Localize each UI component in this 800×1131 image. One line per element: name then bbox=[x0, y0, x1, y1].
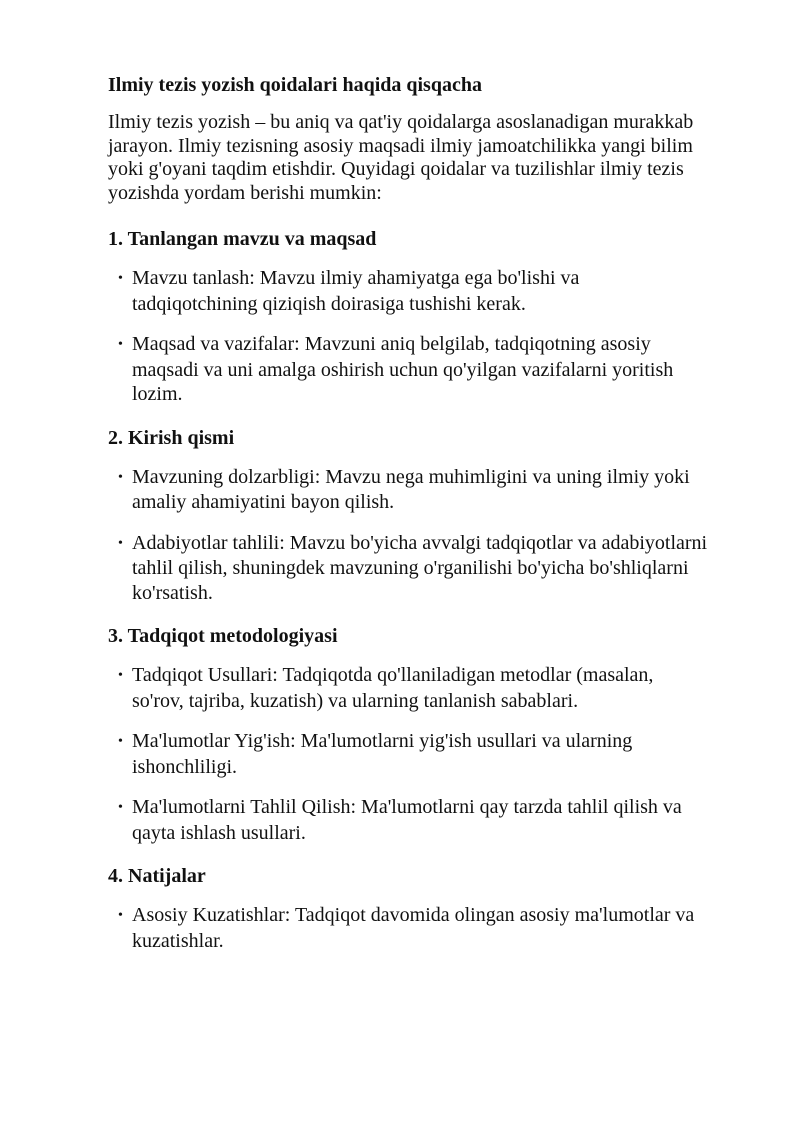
list-item-text: Adabiyotlar tahlili: Mavzu bo'yicha avvalgi tadqiqotlar va adabiyotlarni tahlil qilish, shuningdek mavzuning o'rganilishi bo'yicha bo'shliqlarni ko'rsatish. bbox=[132, 531, 708, 604]
list-item-text: Tadqiqot Usullari: Tadqiqotda qo'llaniladigan metodlar (masalan, so'rov, tajriba, kuzatish) va ularning tanlanish sabablari. bbox=[132, 664, 654, 712]
document-page bbox=[108, 72, 708, 971]
bullet-icon: • bbox=[118, 535, 123, 551]
section-heading: 1. Tanlangan mavzu va maqsad bbox=[108, 228, 377, 250]
bullet-list bbox=[108, 266, 708, 407]
bullet-icon: • bbox=[118, 800, 123, 815]
section-4 bbox=[108, 863, 708, 953]
bullet-icon: • bbox=[118, 734, 123, 749]
list-item bbox=[108, 663, 708, 713]
document-title: Ilmiy tezis yozish qoidalari haqida qisqacha bbox=[108, 74, 482, 96]
list-item bbox=[108, 266, 708, 316]
list-item bbox=[108, 332, 708, 407]
list-item-text: Ma'lumotlarni Tahlil Qilish: Ma'lumotlarni qay tarzda tahlil qilish va qayta ishlash usullari. bbox=[132, 796, 682, 844]
section-3 bbox=[108, 623, 708, 845]
list-item-text: Mavzu tanlash: Mavzu ilmiy ahamiyatga ega bo'lishi va tadqiqotchining qiziqish doirasiga tushishi kerak. bbox=[132, 267, 580, 315]
section-heading: 2. Kirish qismi bbox=[108, 426, 235, 449]
section-heading: 4. Natijalar bbox=[108, 865, 206, 887]
section-1 bbox=[108, 226, 708, 407]
list-item-text: Mavzuning dolzarbligi: Mavzu nega muhimligini va uning ilmiy yoki amaliy ahamiyatini bayon qilish. bbox=[132, 465, 690, 513]
bullet-list bbox=[108, 465, 708, 606]
bullet-icon: • bbox=[118, 469, 123, 485]
list-item bbox=[108, 795, 708, 845]
list-item-text: Ma'lumotlar Yig'ish: Ma'lumotlarni yig'ish usullari va ularning ishonchliligi. bbox=[132, 730, 633, 778]
section-heading: 3. Tadqiqot metodologiyasi bbox=[108, 625, 338, 647]
bullet-icon: • bbox=[118, 668, 123, 683]
section-2 bbox=[108, 425, 708, 606]
bullet-icon: • bbox=[118, 908, 123, 923]
list-item-text: Maqsad va vazifalar: Mavzuni aniq belgilab, tadqiqotning asosiy maqsadi va uni amalga oshirish uchun qo'yilgan vazifalarni yoritish lozim. bbox=[132, 333, 674, 405]
list-item bbox=[108, 465, 708, 515]
list-item-text: Asosiy Kuzatishlar: Tadqiqot davomida olingan asosiy ma'lumotlar va kuzatishlar. bbox=[132, 904, 695, 952]
bullet-icon: • bbox=[118, 271, 123, 286]
bullet-list bbox=[108, 663, 708, 845]
list-item bbox=[108, 903, 708, 953]
bullet-icon: • bbox=[118, 337, 123, 352]
list-item bbox=[108, 729, 708, 779]
list-item bbox=[108, 531, 708, 606]
intro-paragraph: Ilmiy tezis yozish – bu aniq va qat'iy qoidalarga asoslanadigan murakkab jarayon. Ilmiy tezisning asosiy maqsadi ilmiy jamoatchilikka yangi bilim yoki g'oyani taqdim etishdir. Quyidagi qoidalar va tuzilishlar ilmiy tezis yozishda yordam berishi mumkin: bbox=[108, 111, 694, 204]
bullet-list bbox=[108, 903, 708, 953]
